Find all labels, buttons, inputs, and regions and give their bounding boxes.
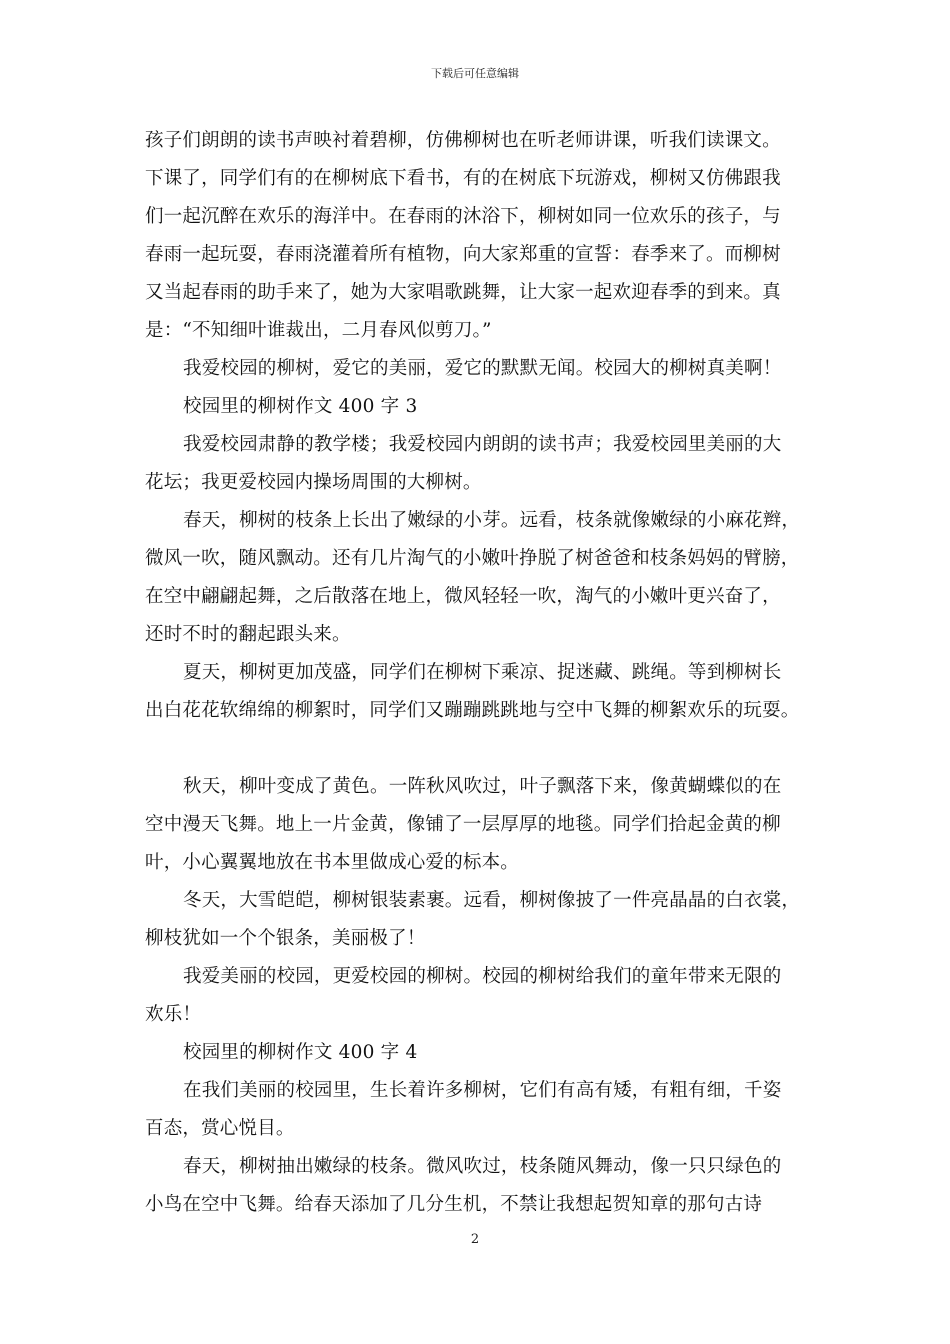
text-line: 是：“不知细叶谁裁出，二月春风似剪刀。” — [145, 320, 492, 341]
text-line: 下课了，同学们有的在柳树底下看书，有的在树底下玩游戏，柳树又仿佛跟我 — [145, 168, 781, 189]
page-header: 下载后可任意编辑 — [431, 67, 519, 80]
paragraph-first-line: 夏天，柳树更加茂盛，同学们在柳树下乘凉、捉迷藏、跳绳。等到柳树长 — [183, 662, 782, 683]
text-line: 空中漫天飞舞。地上一片金黄，像铺了一层厚厚的地毯。同学们拾起金黄的柳 — [145, 814, 781, 835]
text-line: 叶，小心翼翼地放在书本里做成心爱的标本。 — [145, 852, 520, 873]
paragraph-first-line: 在我们美丽的校园里，生长着许多柳树，它们有高有矮，有粗有细，千姿 — [183, 1080, 782, 1101]
text-line: 又当起春雨的助手来了，她为大家唱歌跳舞，让大家一起欢迎春季的到来。真 — [145, 282, 781, 303]
document-body — [145, 122, 815, 1224]
paragraph-first-line: 我爱校园的柳树，爱它的美丽，爱它的默默无闻。校园大的柳树真美啊！ — [183, 358, 782, 379]
paragraph-first-line: 春天，柳树抽出嫩绿的枝条。微风吹过，枝条随风舞动，像一只只绿色的 — [183, 1156, 782, 1177]
text-line: 花坛；我更爱校园内操场周围的大柳树。 — [145, 472, 482, 493]
paragraph-first-line: 春天，柳树的枝条上长出了嫩绿的小芽。远看，枝条就像嫩绿的小麻花辫， — [183, 510, 801, 531]
text-line: 小鸟在空中飞舞。给春天添加了几分生机，不禁让我想起贺知章的那句古诗 — [145, 1194, 763, 1215]
text-line: 春雨一起玩耍，春雨浇灌着所有植物，向大家郑重的宣誓：春季来了。而柳树 — [145, 244, 781, 265]
section-heading: 校园里的柳树作文 400 字 4 — [183, 1042, 418, 1063]
text-line: 欢乐！ — [145, 1004, 202, 1025]
text-line: 在空中翩翩起舞，之后散落在地上，微风轻轻一吹，淘气的小嫩叶更兴奋了， — [145, 586, 781, 607]
text-line: 出白花花软绵绵的柳絮时，同学们又蹦蹦跳跳地与空中飞舞的柳絮欢乐的玩耍。 — [145, 700, 800, 721]
text-line: 柳枝犹如一个个银条，美丽极了！ — [145, 928, 426, 949]
text-line: 还时不时的翻起跟头来。 — [145, 624, 351, 645]
blank-line — [145, 730, 815, 768]
text-line: 百态，赏心悦目。 — [145, 1118, 295, 1139]
paragraph-first-line: 我爱美丽的校园，更爱校园的柳树。校园的柳树给我们的童年带来无限的 — [183, 966, 782, 987]
text-line: 微风一吹，随风飘动。还有几片淘气的小嫩叶挣脱了树爸爸和枝条妈妈的臂膀， — [145, 548, 800, 569]
paragraph-first-line: 秋天，柳叶变成了黄色。一阵秋风吹过，叶子飘落下来，像黄蝴蝶似的在 — [183, 776, 782, 797]
text-line: 孩子们朗朗的读书声映衬着碧柳，仿佛柳树也在听老师讲课，听我们读课文。 — [145, 130, 781, 151]
paragraph-first-line: 冬天，大雪皑皑，柳树银装素裹。远看，柳树像披了一件亮晶晶的白衣裳， — [183, 890, 801, 911]
text-line: 们一起沉醉在欢乐的海洋中。在春雨的沐浴下，柳树如同一位欢乐的孩子，与 — [145, 206, 781, 227]
paragraph-first-line: 我爱校园肃静的教学楼；我爱校园内朗朗的读书声；我爱校园里美丽的大 — [183, 434, 782, 455]
section-heading: 校园里的柳树作文 400 字 3 — [183, 396, 418, 417]
page-number: 2 — [470, 1232, 480, 1247]
